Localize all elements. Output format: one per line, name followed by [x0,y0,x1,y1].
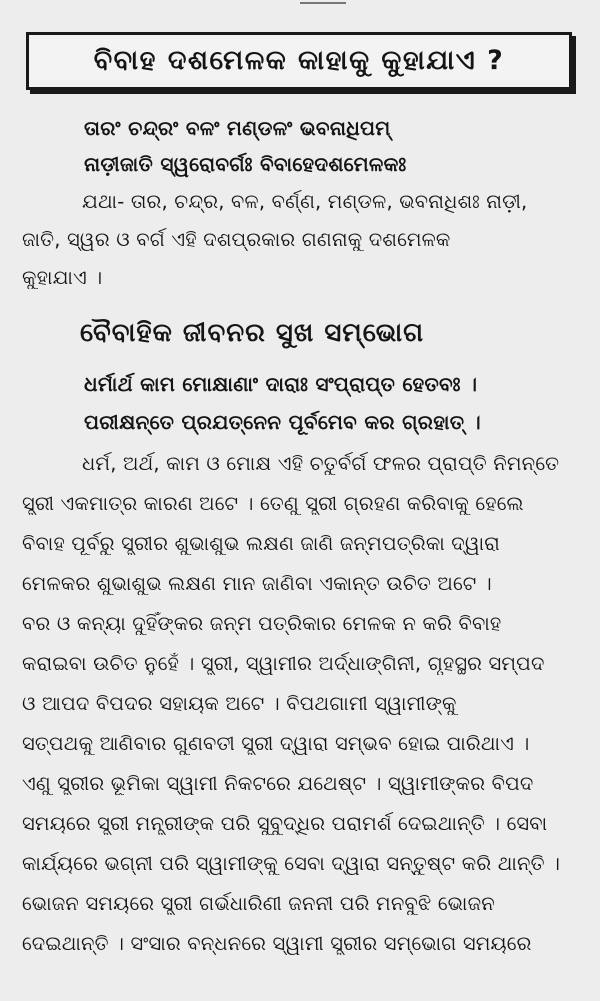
paragraph-line: ବର ଓ କନ୍ୟା ଦୁହିଁଙ୍କର ଜନ୍ମ ପତ୍ରିକାର ମେଳକ ନ କରି ବିବାହ [22,612,502,635]
paragraph-line: କାର୍ଯ୍ୟରେ ଭଗ୍ନୀ ପରି ସ୍ୱାମୀଙ୍କୁ ସେବା ଦ୍ୱାରା ସନ୍ତୁଷ୍ଟ କରି ଥାନ୍ତି । [22,852,561,875]
paragraph-line: କରାଇବା ଉଚିତ ନୁହେଁ । ସ୍ତ୍ରୀ, ସ୍ୱାମୀର ଅର୍ଦ୍ଧାଙ୍ଗିନୀ, ଗୃହସ୍ଥର ସମ୍ପଦ [22,652,545,675]
verse-line: ତାରଂ ଚନ୍ଦ୍ରଂ ବଳଂ ମଣ୍ଡଳଂ ଭବନାଧିପମ୍ [84,116,391,140]
paragraph-line: ଓ ଆପଦ ବିପଦର ସହାୟକ ଅଟେ । ବିପଥଗାମୀ ସ୍ୱାମୀଙ୍କୁ [22,692,457,715]
verse-line: ପରୀକ୍ଷନ୍ତେ ପ୍ରଯତ୍ନେନ ପୂର୍ବମେବ କର ଗ୍ରହାତ୍ । [84,410,481,434]
paragraph-line: ବିବାହ ପୂର୍ବରୁ ସ୍ତ୍ରୀର ଶୁଭାଶୁଭ ଲକ୍ଷଣ ଜାଣି ଜନ୍ମପତ୍ରିକା ଦ୍ୱାରା [22,532,500,555]
paragraph-line: ଯଥା- ତାର, ଚନ୍ଦ୍ର, ବଳ, ବର୍ଣ୍ଣ, ମଣ୍ଡଳ, ଭବନାଧିଶଃ ନାଡ଼ୀ, [82,190,528,213]
verse-line: ନାଡ଼ୀଜାତି ସ୍ୱରୋବର୍ଗଃ ବିବାହେଦଶମେଳକଃ [84,152,407,176]
paragraph-line: ଧର୍ମ, ଅର୍ଥ, କାମ ଓ ମୋକ୍ଷ ଏହି ଚତୁର୍ବର୍ଗ ଫଳର ପ୍ରାପ୍ତି ନିମନ୍ତେ [82,452,560,475]
paragraph-line: ଭୋଜନ ସମୟରେ ସ୍ତ୍ରୀ ଗର୍ଭଧାରିଣୀ ଜନନୀ ପରି ମନବୁଝି ଭୋଜନ [22,892,495,915]
paragraph-line: ଜାତି, ସ୍ୱର ଓ ବର୍ଗ ଏହି ଦଶପ୍ରକାର ଗଣନାକୁ ଦଶମେଳକ [22,228,451,251]
paragraph-line: ସ୍ତ୍ରୀ ଏକମାତ୍ର କାରଣ ଅଟେ । ତେଣୁ ସ୍ତ୍ରୀ ଗ୍ରହଣ କରିବାକୁ ହେଲେ [22,492,524,515]
paragraph-line: ଏଣୁ ସ୍ତ୍ରୀର ଭୂମିକା ସ୍ୱାମୀ ନିକଟରେ ଯଥେଷ୍ଟ । ସ୍ୱାମୀଙ୍କର ବିପଦ [22,772,534,795]
paragraph-line: ସମୟରେ ସ୍ତ୍ରୀ ମନ୍ତ୍ରୀଙ୍କ ପରି ସୁବୁଦ୍ଧିର ପରାମର୍ଶ ଦେଇଥାନ୍ତି । ସେବା [22,812,548,835]
paragraph-line: କୁହାଯାଏ । [22,266,103,289]
top-margin-mark [300,2,346,4]
paragraph-line: ମେଳକର ଶୁଭାଶୁଭ ଲକ୍ଷଣ ମାନ ଜାଣିବା ଏକାନ୍ତ ଉଚିତ ଅଟେ । [22,572,492,595]
paragraph-line: ସତ୍ପଥକୁ ଆଣିବାର ଗୁଣବତୀ ସ୍ତ୍ରୀ ଦ୍ୱାରା ସମ୍ଭବ ହୋଇ ପାରିଥାଏ । [22,732,530,755]
article-title: ବିବାହ ଦଶମେଳକ କାହାକୁ କୁହାଯାଏ ? [93,45,505,76]
verse-line: ଧର୍ମାର୍ଥ କାମ ମୋକ୍ଷାଣାଂ ଦାରାଃ ସଂପ୍ରାପ୍ତ ହେତବଃ । [84,372,478,396]
section-heading: ବୈବାହିକ ଜୀବନର ସୁଖ ସମ୍ଭୋଗ [80,318,425,348]
title-box [26,32,572,90]
paragraph-line: ଦେଇଥାନ୍ତି । ସଂସାର ବନ୍ଧନରେ ସ୍ୱାମୀ ସ୍ତ୍ରୀର ସମ୍ଭୋଗ ସମୟରେ [22,932,532,955]
